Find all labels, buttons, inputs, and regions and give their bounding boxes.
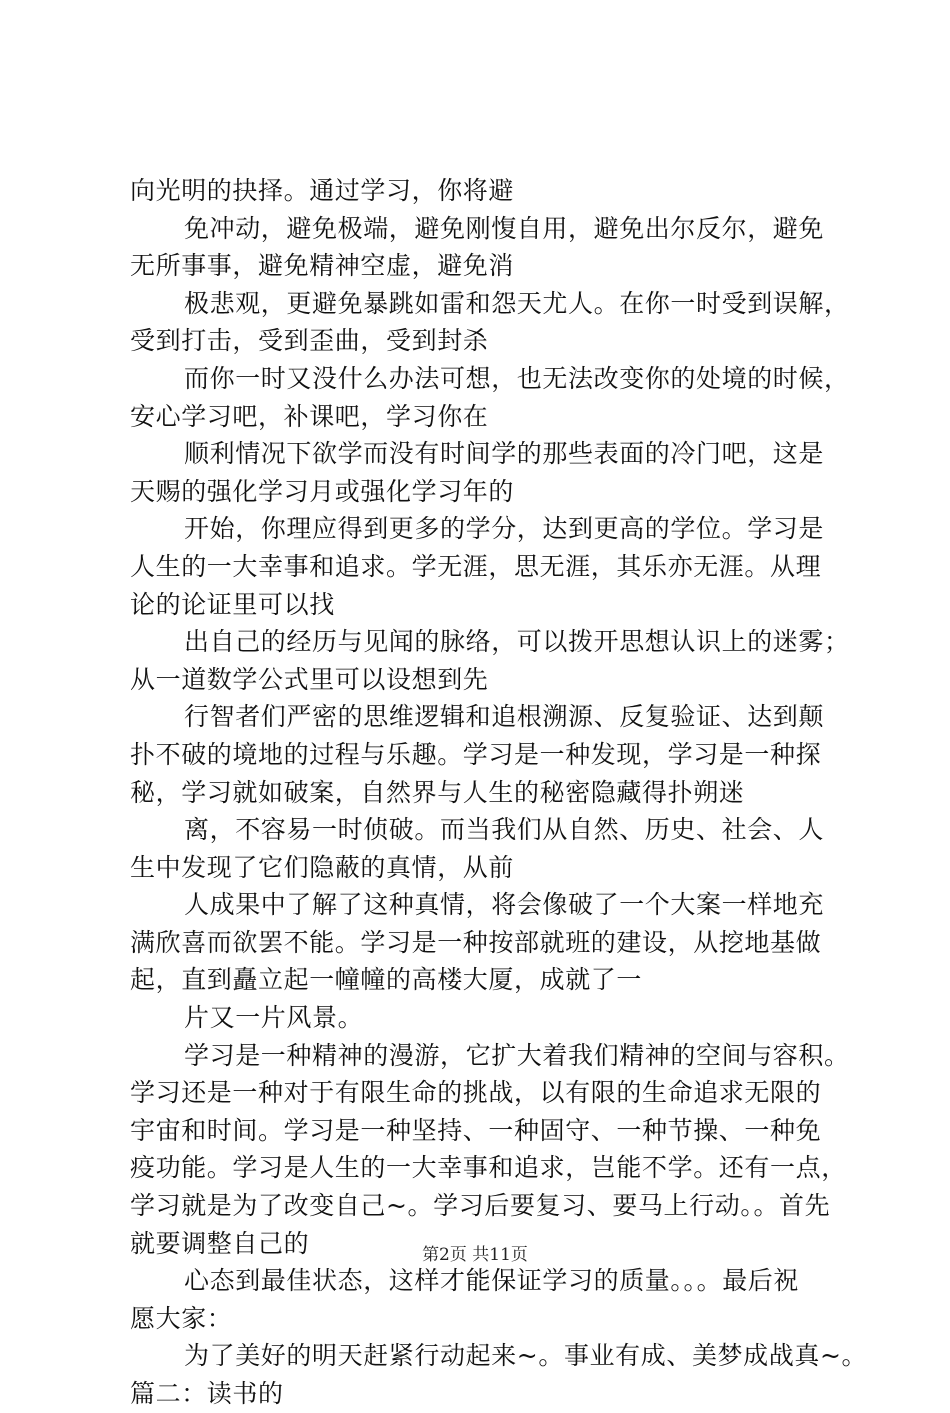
- text-line: 秘，学习就如破案，自然界与人生的秘密隐藏得扑朔迷: [130, 777, 745, 807]
- text-line: 心态到最佳状态，这样才能保证学习的质量。。。最后祝: [184, 1266, 800, 1296]
- text-line: 篇二：读书的: [130, 1379, 284, 1408]
- text-line: 天赐的强化学习月或强化学习年的: [130, 476, 515, 506]
- text-line: 为了美好的明天赶紧行动起来~。事业有成、美梦成战真~。: [184, 1341, 868, 1371]
- text-line: 生中发现了它们隐蔽的真情，从前: [130, 852, 515, 882]
- text-line: 满欣喜而欲罢不能。学习是一种按部就班的建设，从挖地基做: [130, 927, 822, 957]
- text-line: 安心学习吧，补课吧，学习你在: [130, 401, 489, 431]
- text-line: 开始，你理应得到更多的学分，达到更高的学位。学习是: [184, 514, 825, 544]
- document-body: [130, 172, 868, 1413]
- text-line: 片又一片风景。: [184, 1003, 364, 1033]
- text-line: 而你一时又没什么办法可想，也无法改变你的处境的时候，: [184, 363, 850, 393]
- text-line: 顺利情况下欲学而没有时间学的那些表面的冷门吧，这是: [184, 439, 825, 469]
- text-line: 扑不破的境地的过程与乐趣。学习是一种发现，学习是一种探: [130, 739, 822, 769]
- text-line: 学习是一种精神的漫游，它扩大着我们精神的空间与容积。: [184, 1040, 850, 1070]
- text-line: 人生的一大幸事和追求。学无涯，思无涯，其乐亦无涯。从理: [130, 551, 822, 581]
- text-line: 人成果中了解了这种真情，将会像破了一个大案一样地充: [184, 890, 825, 920]
- text-line: 论的论证里可以找: [130, 589, 335, 619]
- page-footer: 第2页 共11页: [422, 1245, 528, 1265]
- text-line: 受到打击，受到歪曲，受到封杀: [130, 326, 489, 356]
- text-line: 疫功能。学习是人生的一大幸事和追求，岂能不学。还有一点，: [130, 1153, 847, 1183]
- text-line: 行智者们严密的思维逻辑和追根溯源、反复验证、达到颠: [184, 702, 825, 732]
- text-line: 极悲观，更避免暴跳如雷和怨天尤人。在你一时受到误解，: [184, 288, 850, 318]
- text-line: 无所事事，避免精神空虚，避免消: [130, 251, 515, 281]
- text-line: 向光明的抉择。通过学习，你将避: [130, 176, 515, 205]
- text-line: 起，直到矗立起一幢幢的高楼大厦，成就了一: [130, 965, 643, 995]
- text-line: 出自己的经历与见闻的脉络，可以拨开思想认识上的迷雾；: [184, 627, 850, 657]
- text-line: 从一道数学公式里可以设想到先: [130, 664, 489, 694]
- text-line: 就要调整自己的: [130, 1228, 310, 1258]
- text-line: 宇宙和时间。学习是一种坚持、一种固守、一种节操、一种免: [130, 1115, 822, 1145]
- text-line: 学习还是一种对于有限生命的挑战，以有限的生命追求无限的: [130, 1078, 822, 1108]
- text-line: 免冲动，避免极端，避免刚愎自用，避免出尔反尔，避免: [184, 213, 825, 243]
- text-line: 离，不容易一时侦破。而当我们从自然、历史、社会、人: [184, 815, 825, 845]
- text-line: 学习就是为了改变自己~。学习后要复习、要马上行动。。首先: [130, 1191, 831, 1221]
- text-line: 愿大家：: [130, 1303, 233, 1333]
